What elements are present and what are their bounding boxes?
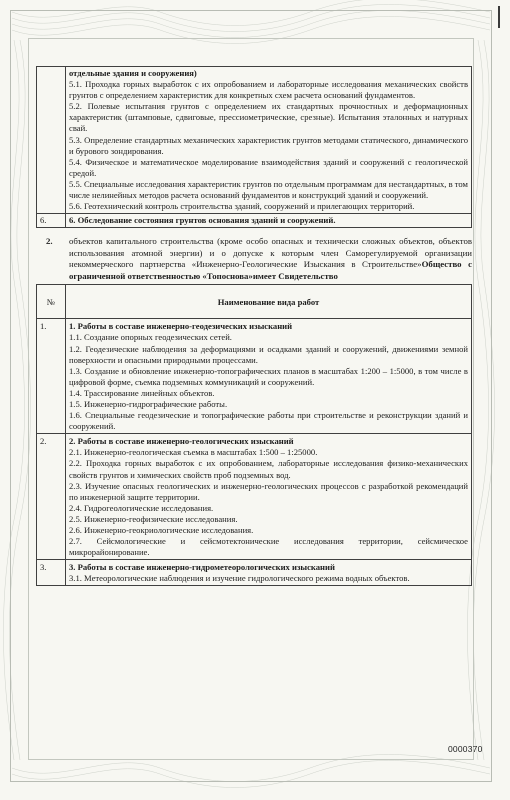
row-number: 1. <box>37 319 66 434</box>
row-line: 5.2. Полевые испытания грунтов с определением их стандартных прочностных и деформационных характеристик (штамповые, сдвиговые, прессиометрические, срезные). Испытания эталонных и натурных свай. <box>69 101 468 134</box>
row-line: 5.5. Специальные исследования характеристик грунтов по отдельным программам для нестандартных, в том числе нелинейных методов расчета оснований фундаментов и конструкций зданий и сооружений. <box>69 178 468 201</box>
row-item: 2.1. Инженерно-геологическая съемка в масштабах 1:500 – 1:25000. <box>69 447 318 458</box>
table-row <box>37 560 472 586</box>
row-item: 2.6. Инженерно-геокриологические исследования. <box>69 525 254 535</box>
row-title: 6. Обследование состояния грунтов основания зданий и сооружений. <box>69 215 336 226</box>
row-line: 5.1. Проходка горных выработок с их опробованием и лабораторные исследования механических свойств грунтов с определением характеристик для конкретных схем расчета оснований фундаментов. <box>69 79 468 101</box>
continued-works-table <box>36 66 472 228</box>
row-item: 1.4. Трассирование линейных объектов. <box>69 387 215 398</box>
row-item: 1.5. Инженерно-гидрографические работы. <box>69 398 228 409</box>
row-line: отдельные здания и сооружения) <box>69 68 197 78</box>
row-item: 3.1. Метеорологические наблюдения и изучение гидрологического режима водных объектов. <box>69 573 410 584</box>
row-line: 5.6. Геотехнический контроль строительства зданий, сооружений и прилегающих территорий. <box>69 201 415 212</box>
row-item: 1.2. Геодезические наблюдения за деформациями и осадками зданий и сооружений, движениями земной поверхности и опасными природными процессами. <box>69 343 468 365</box>
header-name: Наименование вида работ <box>66 285 472 319</box>
edge-mark <box>498 6 500 28</box>
table-row <box>37 434 472 560</box>
section-tail: имеет Свидетельство <box>252 270 338 281</box>
row-item: 2.7. Сейсмологические и сейсмотектонические исследования территории, сейсмическое микрорайонирование. <box>69 536 468 558</box>
row-item: 2.5. Инженерно-геофизические исследования. <box>69 513 238 524</box>
row-number: 3. <box>37 560 66 586</box>
row-line: 5.3. Определение стандартных механических характеристик грунтов методами статического, динамического и бурового зондирования. <box>69 134 468 156</box>
row-content <box>66 214 472 228</box>
row-item: 2.3. Изучение опасных геологических и инженерно-геологических процессов с разработкой рекомендаций по инженерной защите территории. <box>69 480 468 502</box>
row-content <box>66 319 472 434</box>
row-number: 6. <box>37 214 66 228</box>
row-title: 2. Работы в составе инженерно-геологических изысканий <box>69 436 294 447</box>
section-2-paragraph <box>36 236 472 282</box>
table-header-row <box>37 285 472 319</box>
row-item: 1.3. Создание и обновление инженерно-топографических планов в масштабах 1:200 – 1:5000, в том числе в цифровой форме, съемка подземных коммуникаций и сооружений. <box>69 365 468 387</box>
table-row <box>37 67 472 214</box>
row-number: 2. <box>37 434 66 560</box>
serial-number: 0000370 <box>448 744 483 754</box>
row-item: 1.1. Создание опорных геодезических сетей. <box>69 332 232 343</box>
document-body <box>36 66 472 586</box>
row-item: 2.2. Проходка горных выработок с их опробованием, лабораторные исследования физико-механических свойств грунтов и химических свойств проб подземных вод. <box>69 458 468 480</box>
section-text <box>69 236 472 282</box>
table-row <box>37 214 472 228</box>
organization-name: Общество с ограниченной ответственностью «Топоснова» <box>69 259 472 281</box>
header-number: № <box>37 285 66 319</box>
works-table <box>36 284 472 586</box>
table-row <box>37 319 472 434</box>
row-item: 2.4. Гидрогеологические исследования. <box>69 502 214 513</box>
row-number <box>37 67 66 214</box>
row-content <box>66 67 472 214</box>
section-body: объектов капитального строительства (кроме особо опасных и технически сложных объектов, объектов использования атомной энергии) и о допуске к которым член Саморегулируемой организации некоммерческого партнерства «Инженерно-Геологические Изыскания в Строительстве» <box>69 236 472 270</box>
row-line: 5.4. Физическое и математическое моделирование взаимодействия зданий и сооружений с геологической средой. <box>69 156 468 178</box>
row-item: 1.6. Специальные геодезические и топографические работы при строительстве и реконструкции зданий и сооружений. <box>69 410 468 432</box>
row-title: 3. Работы в составе инженерно-гидрометеорологических изысканий <box>69 562 335 573</box>
section-number: 2. <box>46 236 53 247</box>
row-title: 1. Работы в составе инженерно-геодезических изысканий <box>69 321 293 332</box>
row-content <box>66 434 472 560</box>
row-content <box>66 560 472 586</box>
